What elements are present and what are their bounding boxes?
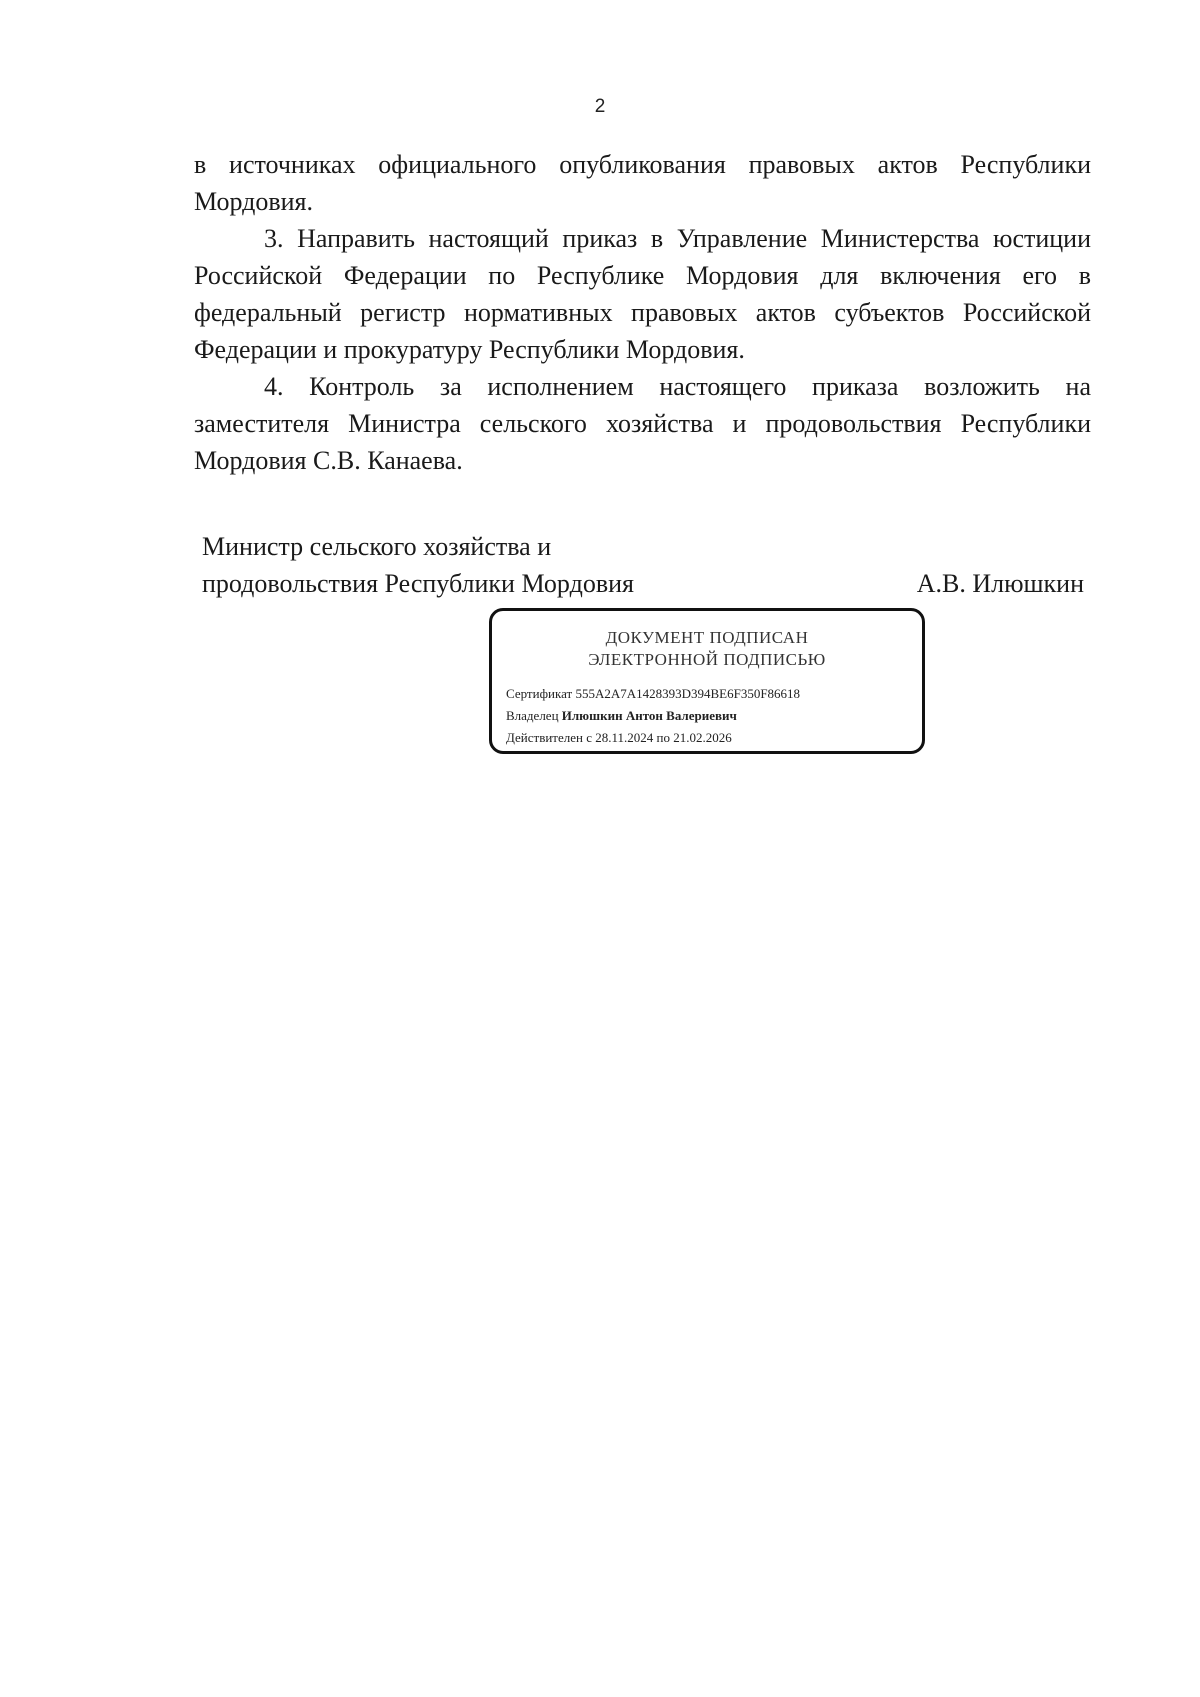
owner-value: Илюшкин Антон Валериевич <box>561 708 737 723</box>
valid-from-label: Действителен с <box>506 730 592 745</box>
signatory-position-line2: продовольствия Республики Мордовия <box>202 569 634 598</box>
valid-to: 21.02.2026 <box>673 730 732 745</box>
paragraph-item-4: 4. Контроль за исполнением настоящего приказа возложить на заместителя Министра сельского хозяйства и продовольствия Республики Мордовия С.В. Канаева. <box>194 372 1091 475</box>
signatory-position-line1: Министр сельского хозяйства и <box>202 532 552 561</box>
stamp-certificate <box>506 683 908 705</box>
paragraph-continuation: в источниках официального опубликования правовых актов Республики Мордовия. <box>194 150 1091 216</box>
certificate-value: 555A2A7A1428393D394BE6F350F86618 <box>575 686 801 701</box>
valid-to-label: по <box>656 730 670 745</box>
stamp-details <box>506 683 908 749</box>
stamp-header <box>506 627 908 671</box>
owner-label: Владелец <box>506 708 559 723</box>
stamp-header-line1: ДОКУМЕНТ ПОДПИСАН <box>605 628 809 647</box>
stamp-header-line2: ЭЛЕКТРОННОЙ ПОДПИСЬЮ <box>588 650 826 669</box>
certificate-label: Сертификат <box>506 686 573 701</box>
signatory-name: А.В. Илюшкин <box>916 569 1084 598</box>
signature-block <box>202 528 1084 602</box>
electronic-signature-stamp <box>489 608 925 754</box>
valid-from: 28.11.2024 <box>595 730 654 745</box>
stamp-owner <box>506 705 908 727</box>
document-body <box>194 146 1091 479</box>
paragraph-item-3: 3. Направить настоящий приказ в Управление Министерства юстиции Российской Федерации по Республике Мордовия для включения его в федеральный регистр нормативных правовых актов субъектов Российской Федерации и прокуратуру Республики Мордовия. <box>194 224 1091 364</box>
page-number: 2 <box>594 96 606 117</box>
signature-line <box>202 565 1084 602</box>
stamp-validity <box>506 727 908 749</box>
